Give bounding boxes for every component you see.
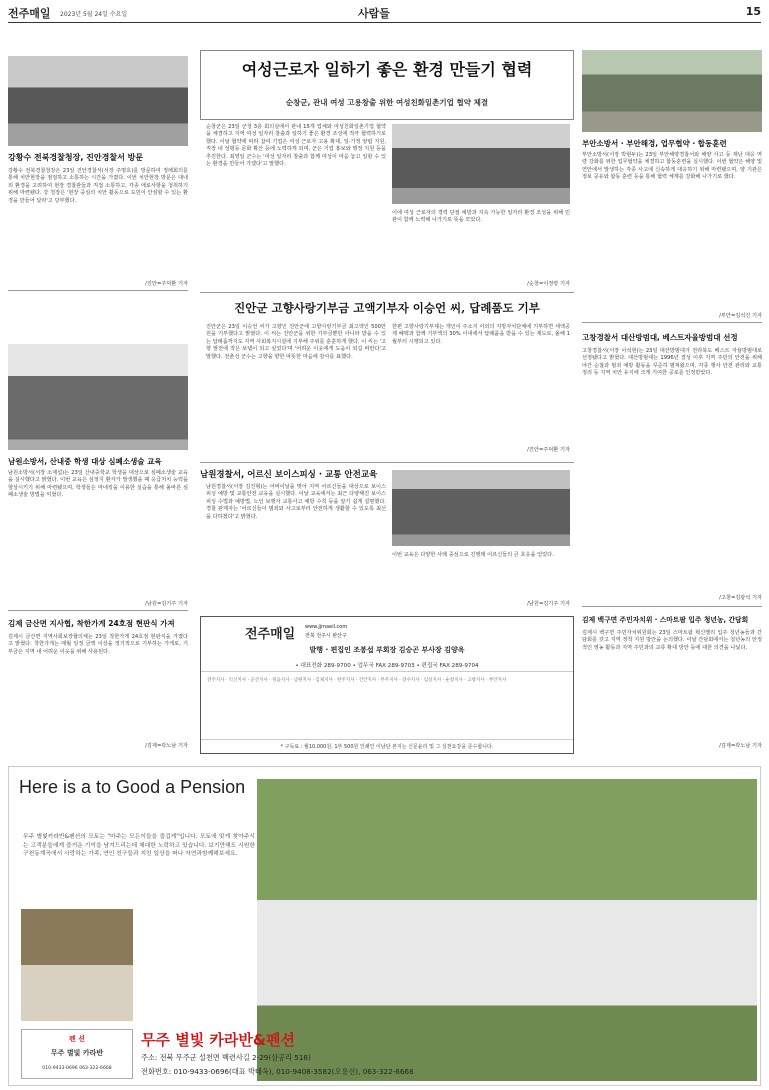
page-number: 15: [745, 5, 761, 18]
box-footer: * 구독료 : 월10,000원, 1부 500원 인쇄인 이남단 본지는 신문윤리 및 그 실천요강을 준수합니다.: [280, 744, 494, 750]
lead-subtitle: 순창군, 관내 여성 고용창출 위한 여성친화일촌기업 협약 체결: [285, 98, 489, 107]
masthead: [8, 4, 761, 22]
sign-top: 펜 션: [69, 1035, 85, 1043]
issue-date: 2023년 5월 24일 수요일: [60, 11, 128, 18]
divider: [582, 322, 762, 323]
masthead-rule: [8, 22, 761, 23]
body-buan: 부안소방서(서장 박현두)는 23일 부안해양경찰서와 해양 사고 등 재난 대응 역량 강화를 위한 업무협약을 체결하고 합동훈련을 실시했다. 이번 협약은 해양 및 연안에서 발생하는 각종 사고에 신속하게 대응하기 위해 마련됐으며, 양 기관은 정보 공유와 합동 훈련 등을 통해 협력 체계를 강화해 나가기로 했다.: [582, 152, 764, 181]
body-gimje: 김제시 금산면 지역사회보장협의체는 23일 착한가게 24호점 현판식을 가졌다고 밝혔다. 착한가게는 매월 일정 금액 이상을 정기적으로 기부하는 가게로, 기부금은 지역 내 어려운 이웃을 위해 사용된다.: [8, 634, 188, 655]
lead-frame: [200, 50, 574, 120]
body-namwon-police: 남원경찰서(서장 김진형)는 어버이날을 맞아 지역 어르신들을 대상으로 보이스피싱 예방 및 교통안전 교육을 실시했다. 이날 교육에서는 최근 다양해진 보이스피싱 수법과 예방법, 노인 보행자 교통사고 예방 수칙 등을 알기 쉽게 설명했다. 경찰 관계자는 '어르신들이 범죄와 사고로부터 안전하게 생활할 수 있도록 최선을 다하겠다'고 밝혔다.: [206, 484, 388, 520]
byline-namwon-fire: /남원=김기주 기자: [145, 601, 188, 607]
body-hometax: 진안군은 23일 이승언 씨가 고향인 진안군에 고향사랑기부금 최고액인 500만원을 기부했다고 밝혔다. 이 씨는 진안군을 위한 기부금뿐만 아니라 받을 수 있는 답례품까지도 지역 사회복지시설에 기부해 주위를 훈훈하게 했다. 이 씨는 '고향 발전에 작은 보탬이 되고 싶었다'며 '어려운 이웃에게 도움이 되길 바란다'고 말했다. 전춘성 군수는 고향을 향한 따뜻한 마음에 감사를 표했다.: [206, 324, 388, 360]
box-logo: 전주매일: [245, 627, 296, 642]
ad-address: 주소: 전북 무주군 설천면 백련사길 2-29(삼공리 518): [141, 1053, 311, 1062]
byline-gochang: /고창=김광석 기자: [719, 595, 762, 601]
headline-gochang: 고창경찰서 대산방범대, 베스트자율방범대 선정: [582, 333, 738, 342]
headline-namwon-police: 남원경찰서, 어르신 보이스피싱 · 교통 안전교육: [200, 470, 378, 480]
section-name: 사람들: [358, 7, 390, 20]
lead-headline: 여성근로자 일하기 좋은 환경 만들기 협력: [241, 60, 533, 79]
photo-deck: [21, 909, 133, 1021]
box-phones: • 대표전화 289-9700 • 업무국 FAX 289-9703 • 편집국 FAX 289-9704: [295, 663, 479, 669]
photo-agreement: [392, 124, 570, 204]
body-hometax-cont: 한편 고향사랑기부제는 개인이 주소지 이외의 지방자치단체에 기부하면 세액공제 혜택과 함께 기부액의 30% 이내에서 답례품을 받을 수 있는 제도로, 올해 1월부터 시행되고 있다.: [392, 324, 570, 345]
headline-gimje2: 김제 백구면 주민자치위 · 스마트팜 입주 청년농, 간담회: [582, 616, 749, 624]
publisher-box: [200, 616, 574, 754]
lead-body-cont: 이에 여성 근로자의 경력 단절 예방과 지속 가능한 일자리 환경 조성을 위해 민관이 함께 노력해 나가기로 뜻을 모았다.: [392, 210, 570, 224]
ad-name: 무주 별빛 카라반&펜션: [141, 1031, 295, 1049]
byline-gimje2: /김제=곽노남 기자: [719, 743, 762, 749]
headline-namwon-fire: 남원소방서, 산내중 학생 대상 심폐소생술 교육: [8, 457, 162, 466]
body-namwon-police-cont: 이번 교육은 다양한 사례 중심으로 진행돼 어르신들의 큰 호응을 얻었다.: [392, 552, 554, 558]
ad-headline: Here is a to Good a Pension: [19, 777, 246, 797]
divider: [200, 462, 574, 463]
box-rule: [201, 671, 573, 672]
photo-cpr-class: [8, 344, 188, 450]
lead-body: 순창군은 23일 군청 3층 회의실에서 관내 15개 업체와 여성친화일촌기업 협약을 체결하고 지역 여성 일자리 창출과 일하기 좋은 환경 조성에 적극 협력하기로 했다. 이날 협약에 따라 참여 기업은 여성 근로자 고용 확대, 일·가정 양립 지원, 직장 내 성평등 문화 확산 등에 노력하게 되며, 군은 기업 홍보와 행정 지원 등을 추진한다. 최영일 군수는 '여성 일자리 창출과 함께 여성이 마음 놓고 일할 수 있는 환경을 만들어 가겠다'고 말했다.: [206, 124, 388, 168]
photo-caravans: [257, 779, 757, 1081]
box-address: 전북 전주시 완산구: [305, 633, 347, 639]
photo-fire-drill: [582, 50, 762, 132]
headline-gimje: 김제 금산면 지사협, 착한가게 24호점 현판식 가져: [8, 619, 175, 628]
byline-gimje: /김제=곽노남 기자: [145, 743, 188, 749]
divider: [200, 292, 574, 293]
body-gochang: 고창경찰서(서장 이석현)는 23일 대산방범대가 전라북도 베스트 자율방범대로 선정됐다고 밝혔다. 대산방범대는 1996년 결성 이후 지역 주민의 안전을 위해 야간 순찰과 범죄 예방 활동을 꾸준히 펼쳐왔으며, 각종 행사 안전 관리와 교통 정리 등 지역 치안 유지에 크게 기여한 공로를 인정받았다.: [582, 348, 764, 377]
body-gimje2: 김제시 백구면 주민자치위원회는 23일 스마트팜 혁신밸리 입주 청년농들과 간담회를 갖고 지역 정착 지원 방안을 논의했다. 이날 간담회에서는 청년농의 안정적인 영농 활동과 지역 주민과의 교류 확대 방안 등에 대한 의견을 나눴다.: [582, 630, 762, 651]
headline-buan: 부안소방서 · 부안해경, 업무협약 · 합동훈련: [582, 139, 727, 148]
byline-hometax: /진안=주덕환 기자: [527, 447, 570, 453]
divider: [8, 290, 188, 291]
ad-sign: [21, 1029, 133, 1079]
sign-mid: 무주 별빛 카라반: [50, 1049, 104, 1057]
byline-namwon-police: /남원=김기주 기자: [527, 601, 570, 607]
divider: [8, 610, 188, 611]
box-rule: [201, 739, 573, 740]
paper-name: 전주매일: [8, 7, 51, 20]
headline-gangjin: 강황수 전북경찰청장, 진안경찰서 방문: [8, 153, 144, 162]
body-gangjin: 강황수 전북경찰청장은 23일 진안경찰서(서장 주명호)를 방문하여 정례회의를 통해 치안현장을 점검하고 소통하는 시간을 가졌다. 이번 치안현장 방문은 대내외 환경을 고려하여 현장 경찰관들과 직접 소통하고, 각종 애로사항을 청취하기 위해 마련됐다. 강 청장은 '현장 중심의 치안 활동으로 도민이 안심할 수 있는 환경을 만들어 달라'고 당부했다.: [8, 168, 190, 204]
photo-police-visit: [8, 56, 188, 146]
ad-intro: 무주 별빛카라반&펜션의 모토는 "마주는 모든이들을 즐겁게"입니다. 모토에 맞게 찾아주시는 고객분들에게 즐거운 기억을 남겨드리는데 체대한 노력하고 있습니다. 보기만해도 시원한 구천동계곡에서 사랑하는 가족, 연인 친구들과 지친 일상을 떠나 자연과함께해보세요.: [23, 834, 257, 857]
box-staff: 발행 · 편집인 조봉섭 부회장 김승곤 부사장 김양옥: [309, 646, 465, 654]
box-bureaus: 전주지사 · 익산지사 · 군산지사 · 정읍지사 · 남원지사 · 김제지사 · 완주지사 · 진안지사 · 무주지사 · 장수지사 · 임실지사 · 순창지사 · 고창지사 · 부안지사: [207, 678, 507, 683]
box-url: www.jjmaeil.com: [305, 624, 348, 630]
sign-phone: 010-9433-0696 063-322-6668: [42, 1066, 112, 1071]
headline-hometax: 진안군 고향사랑기부금 고액기부자 이승언 씨, 답례품도 기부: [234, 301, 540, 315]
photo-elderly-class: [392, 470, 570, 546]
ad-phone: 전화번호: 010-9433-0696(대표 박태옥), 010-9408-3582(오용선), 063-322-6668: [141, 1067, 414, 1076]
divider: [582, 606, 762, 607]
lead-byline: /순창=이정랑 기자: [527, 281, 570, 287]
pension-ad: [8, 766, 761, 1086]
byline-buan: /부안=김석진 기자: [719, 313, 762, 319]
byline-gangjin: /진안=주덕환 기자: [145, 281, 188, 287]
body-namwon-fire: 남원소방서(서장 소재섭)는 23일 산내중학교 학생을 대상으로 심폐소생술 교육을 실시했다고 밝혔다. 이번 교육은 심정지 환자가 발생했을 때 응급처치 능력을 향상시키기 위해 마련됐으며, 학생들은 마네킹을 이용한 실습을 통해 올바른 심폐소생술 방법을 익혔다.: [8, 470, 190, 499]
